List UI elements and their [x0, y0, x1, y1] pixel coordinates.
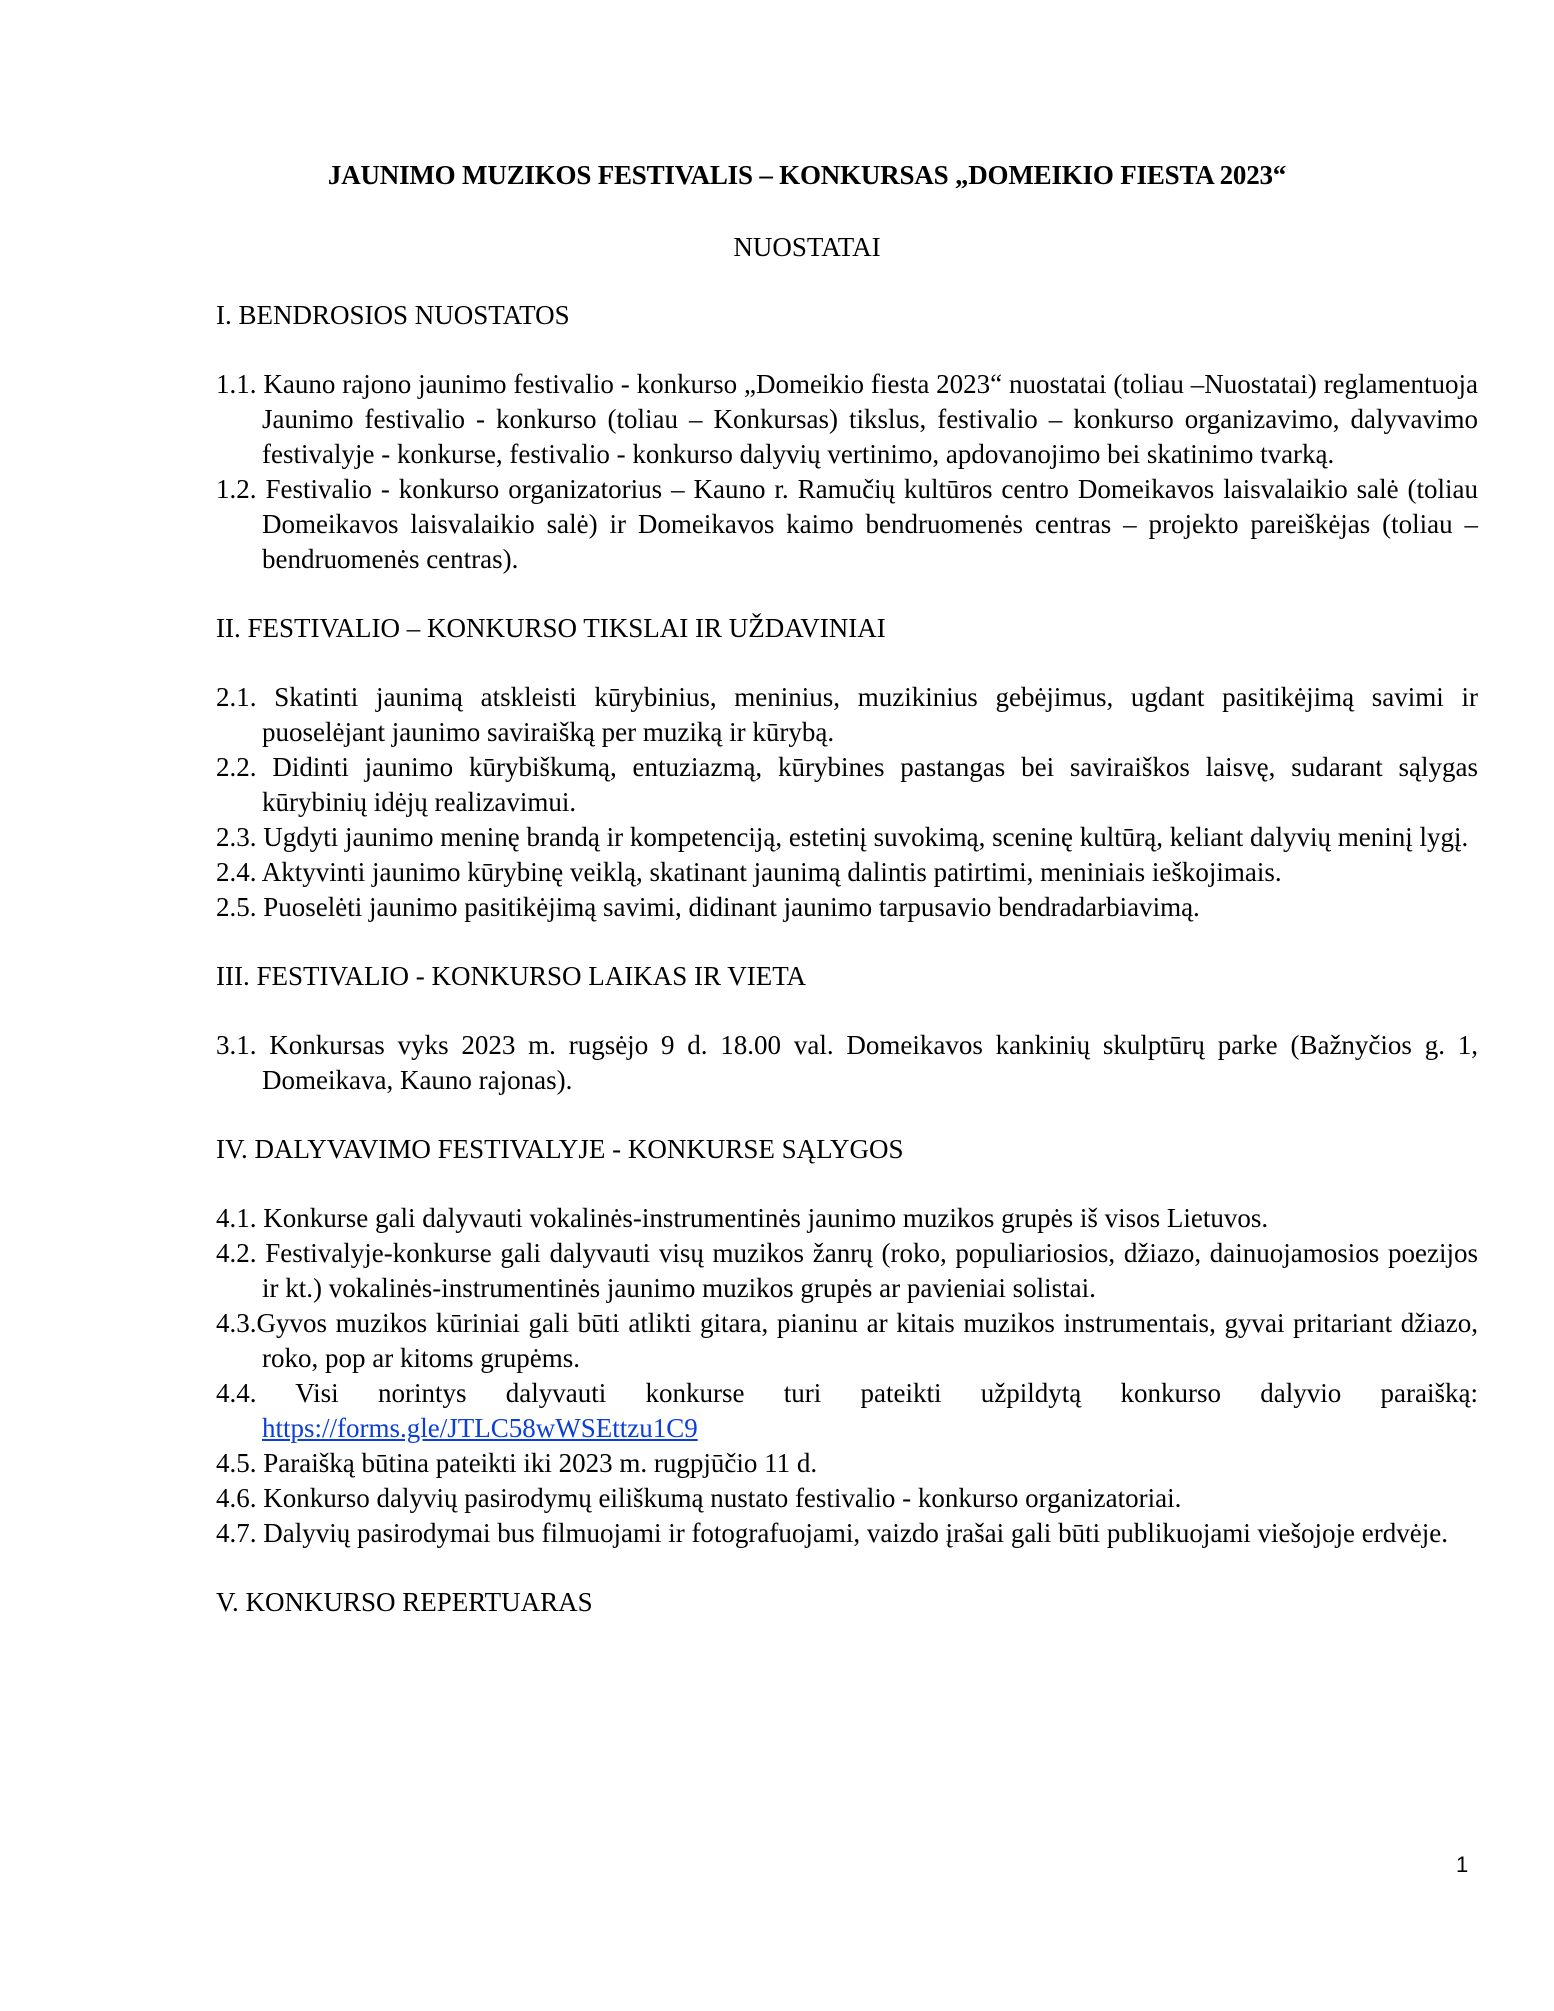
list-item [216, 680, 1478, 750]
item-text: Skatinti jaunimą atskleisti kūrybinius, meninius, muzikinius gebėjimus, ugdant pasitikėjimą savimi ir puoselėjant jaunimo saviraišką per muziką ir kūrybą. [262, 682, 1478, 747]
page-number: 1 [1456, 1852, 1469, 1877]
item-text: Festivalio - konkurso organizatorius – Kauno r. Ramučių kultūros centro Domeikavos laisvalaikio salė (toliau Domeikavos laisvalaikio salė) ir Domeikavos kaimo bendruomenės centras – projekto pareiškėjas (toliau – bendruomenės centras). [262, 474, 1478, 574]
item-text: Puoselėti jaunimo pasitikėjimą savimi, didinant jaunimo tarpusavio bendradarbiavimą. [263, 892, 1200, 922]
list-item [216, 1236, 1478, 1306]
item-number: 2.2. [216, 752, 273, 782]
section-repertoire [216, 1585, 1478, 1620]
section-general-provisions [216, 298, 1478, 577]
item-number: 4.1. [216, 1203, 264, 1233]
item-text: Festivalyje-konkurse gali dalyvauti visų muzikos žanrų (roko, populiariosios, džiazo, dainuojamosios poezijos ir kt.) vokalinės-instrumentinės jaunimo muzikos grupės ar pavieniai solistai. [262, 1238, 1479, 1303]
list-item [216, 750, 1478, 820]
item-text: Gyvos muzikos kūriniai gali būti atlikti gitara, pianinu ar kitais muzikos instrumentais, gyvai pritariant džiazo, roko, pop ar kitoms grupėms. [256, 1308, 1478, 1373]
item-text: Dalyvių pasirodymai bus filmuojami ir fotografuojami, vaizdo įrašai gali būti publikuojami viešojoje erdvėje. [263, 1518, 1448, 1548]
list-item [216, 1481, 1478, 1516]
section-heading: V. KONKURSO REPERTUARAS [216, 1587, 593, 1617]
section-heading: III. FESTIVALIO - KONKURSO LAIKAS IR VIETA [216, 961, 807, 991]
item-number: 4.2. [216, 1238, 266, 1268]
item-number: 4.6. [216, 1483, 264, 1513]
list-item [216, 1446, 1478, 1481]
section-heading: I. BENDROSIOS NUOSTATOS [216, 300, 570, 330]
item-text: Didinti jaunimo kūrybiškumą, entuziazmą, kūrybines pastangas bei saviraiškos laisvę, sudarant sąlygas kūrybinių idėjų realizavimui. [262, 752, 1478, 817]
item-number: 2.5. [216, 892, 264, 922]
item-text: Konkurso dalyvių pasirodymų eiliškumą nustato festivalio - konkurso organizatoriai. [263, 1483, 1182, 1513]
list-item [216, 820, 1478, 855]
document-body [216, 298, 1478, 1654]
list-item [216, 1376, 1478, 1446]
item-number: 4.5. [216, 1448, 264, 1478]
section-participation-conditions [216, 1132, 1478, 1551]
list-item [216, 1201, 1478, 1236]
item-text: Ugdyti jaunimo meninę brandą ir kompetenciją, estetinį suvokimą, sceninę kultūrą, keliant dalyvių meninį lygį. [263, 822, 1469, 852]
item-number: 2.4. [216, 857, 262, 887]
item-text: Visi norintys dalyvauti konkurse turi pateikti užpildytą konkurso dalyvio paraišką: [295, 1378, 1478, 1408]
section-time-and-place [216, 959, 1478, 1098]
item-text: Konkurse gali dalyvauti vokalinės-instrumentinės jaunimo muzikos grupės iš visos Lietuvos. [263, 1203, 1269, 1233]
list-item [216, 1516, 1478, 1551]
item-number: 2.3. [216, 822, 264, 852]
list-item [216, 855, 1478, 890]
item-text: Konkursas vyks 2023 m. rugsėjo 9 d. 18.00 val. Domeikavos kankinių skulptūrų parke (Bažnyčios g. 1, Domeikava, Kauno rajonas). [262, 1030, 1478, 1095]
item-number: 1.1. [216, 369, 264, 399]
application-form-link[interactable]: https://forms.gle/JTLC58wWSEttzu1C9 [262, 1413, 698, 1443]
item-number: 4.3. [216, 1308, 257, 1338]
document-title: JAUNIMO MUZIKOS FESTIVALIS – KONKURSAS „DOMEIKIO FIESTA 2023“ [327, 160, 1287, 190]
item-text: Kauno rajono jaunimo festivalio - konkurso „Domeikio fiesta 2023“ nuostatai (toliau –Nuostatai) reglamentuoja Jaunimo festivalio - konkurso (toliau – Konkursas) tikslus, festivalio – konkurso organizavimo, dalyvavimo festivalyje - konkurse, festivalio - konkurso dalyvių vertinimo, apdovanojimo bei skatinimo tvarką. [262, 369, 1478, 469]
item-number: 3.1. [216, 1030, 270, 1060]
item-number: 1.2. [216, 474, 266, 504]
document-subtitle: NUOSTATAI [733, 232, 881, 262]
list-item [216, 1306, 1478, 1376]
list-item [216, 1028, 1478, 1098]
list-item [216, 890, 1478, 925]
item-number: 2.1. [216, 682, 275, 712]
item-number: 4.4. [216, 1378, 296, 1408]
section-goals-and-tasks [216, 611, 1478, 925]
item-text: Aktyvinti jaunimo kūrybinę veiklą, skatinant jaunimą dalintis patirtimi, meniniais ieškojimais. [261, 857, 1282, 887]
item-text: Paraišką būtina pateikti iki 2023 m. rugpjūčio 11 d. [263, 1448, 818, 1478]
section-heading: II. FESTIVALIO – KONKURSO TIKSLAI IR UŽDAVINIAI [216, 613, 886, 643]
item-number: 4.7. [216, 1518, 264, 1548]
section-heading: IV. DALYVAVIMO FESTIVALYJE - KONKURSE SĄLYGOS [216, 1134, 904, 1164]
list-item [216, 367, 1478, 472]
list-item [216, 472, 1478, 577]
